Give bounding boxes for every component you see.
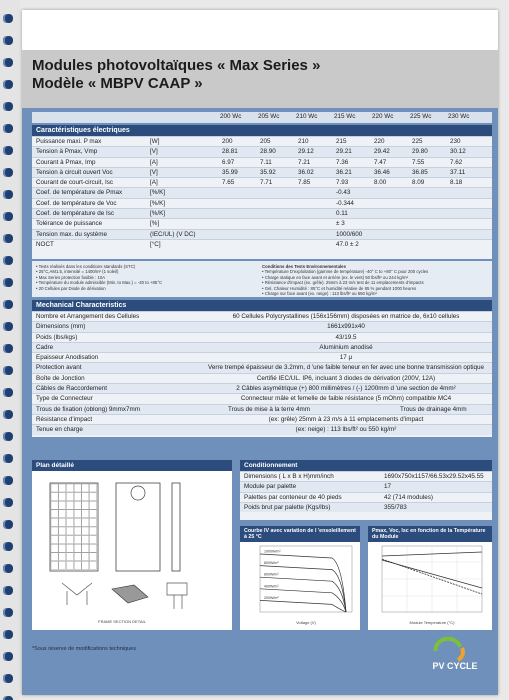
row-value: Trous de mise à la terre 4mm bbox=[228, 405, 311, 413]
row-value: 43/19.5 bbox=[335, 333, 357, 341]
binder-ring bbox=[3, 58, 13, 67]
pv-cell bbox=[59, 553, 66, 561]
pv-cell bbox=[74, 501, 81, 509]
row-value: 205 bbox=[260, 138, 271, 145]
row-value: 230 bbox=[450, 138, 461, 145]
pv-cell bbox=[82, 518, 89, 526]
pv-cell bbox=[51, 484, 58, 492]
row-unit: (IEC/UL) (V DC) bbox=[150, 230, 196, 238]
row-value: 210 bbox=[298, 138, 309, 145]
row-value: (ex: grêle) 25mm à 23 m/s à 11 emplacements d'impact bbox=[268, 415, 424, 423]
electrical-row bbox=[32, 136, 492, 146]
mechanical-title: Mechanical Characteristics bbox=[32, 300, 492, 311]
binder-ring bbox=[3, 124, 13, 133]
notes-left bbox=[36, 264, 246, 291]
row-value: 7.85 bbox=[298, 179, 311, 187]
row-label: Coef. de température de Isc bbox=[36, 210, 115, 218]
note-line: • Charge sur face avant (ex. neige) : 113 lbs/ft² ou 550 kg/m² bbox=[262, 291, 377, 297]
electrical-row bbox=[32, 146, 492, 156]
plan-title: Plan détaillé bbox=[32, 460, 232, 471]
row-value: 17 μ bbox=[339, 354, 353, 362]
row-value: 36.46 bbox=[374, 168, 390, 176]
row-label: Tension à Pmax, Vmp bbox=[36, 148, 98, 156]
junction-box bbox=[131, 486, 145, 500]
row-value: 7.36 bbox=[336, 158, 349, 166]
row-unit: [A] bbox=[150, 179, 158, 187]
row-value: Connecteur mâle et femelle de faible résistance (5 mOhm) compatible MC4 bbox=[240, 395, 452, 403]
row-value: 28.90 bbox=[260, 148, 276, 156]
electrical-common-row bbox=[32, 187, 492, 197]
notes-section bbox=[32, 261, 492, 297]
mechanical-row bbox=[32, 311, 492, 321]
pv-cell bbox=[66, 493, 73, 501]
frame-detail-b bbox=[167, 583, 187, 609]
row-unit: [V] bbox=[150, 168, 158, 176]
pv-cell bbox=[59, 561, 66, 569]
row-value: Aluminium anodisé bbox=[319, 343, 373, 351]
pv-cell bbox=[66, 484, 73, 492]
pv-cell bbox=[90, 518, 97, 526]
iv-curve-label: 200W/m² bbox=[264, 595, 279, 600]
pv-cell bbox=[51, 553, 58, 561]
row-label: Cadre bbox=[36, 343, 54, 351]
binder-ring bbox=[3, 256, 13, 265]
row-label: Câbles de Raccordement bbox=[36, 385, 108, 393]
mechanical-row bbox=[32, 414, 492, 424]
iv-chart bbox=[240, 542, 360, 630]
connector-detail bbox=[112, 585, 148, 603]
binder-ring bbox=[3, 520, 13, 529]
row-label: Coef. de température de Pmax bbox=[36, 189, 123, 197]
row-unit: [°C] bbox=[150, 240, 161, 248]
row-value: 29.42 bbox=[374, 148, 390, 156]
binder-ring bbox=[3, 674, 13, 683]
row-value: 35.92 bbox=[260, 168, 276, 176]
row-value: 7.71 bbox=[260, 179, 273, 187]
power-header-cell: 205 Wc bbox=[258, 113, 280, 120]
binder-ring bbox=[3, 388, 13, 397]
packaging-row bbox=[240, 471, 492, 481]
pv-cell bbox=[59, 493, 66, 501]
row-unit: [%/K] bbox=[150, 199, 166, 207]
row-value: -0.344 bbox=[336, 199, 354, 207]
row-unit: [%/K] bbox=[150, 210, 166, 218]
pv-cell bbox=[90, 553, 97, 561]
mechanical-row bbox=[32, 332, 492, 342]
row-value: 7.11 bbox=[260, 158, 272, 166]
binder-ring bbox=[3, 476, 13, 485]
binder-ring bbox=[3, 630, 13, 639]
row-value: 1000/600 bbox=[336, 230, 363, 238]
binder-ring bbox=[3, 432, 13, 441]
title-band bbox=[22, 50, 498, 108]
pv-cell bbox=[90, 527, 97, 535]
pv-cell bbox=[90, 544, 97, 552]
row-label: Tenue en charge bbox=[36, 426, 83, 434]
row-value: 7.93 bbox=[336, 179, 349, 187]
module-side-view bbox=[172, 483, 180, 571]
row-value: 8.18 bbox=[450, 179, 463, 187]
note-line: • Résistance d'impact (ex. grêle). 25mm à 23 m/s test de 11 emplacements d'impacts bbox=[262, 280, 424, 286]
pv-cell bbox=[59, 536, 66, 544]
row-label: Dimensions (mm) bbox=[36, 323, 86, 331]
plan-panel bbox=[32, 460, 232, 630]
row-value: 37.11 bbox=[450, 168, 466, 176]
pv-cell bbox=[51, 561, 58, 569]
electrical-common-row bbox=[32, 229, 492, 239]
binder-ring bbox=[3, 586, 13, 595]
row-label: Poids brut par palette (Kgs/lbs) bbox=[244, 503, 331, 511]
row-value: 47.0 ± 2 bbox=[336, 240, 359, 248]
row-value: 2 Câbles asymétrique (+) 800 millimètres / (-) 1200mm d 'une section de 4mm² bbox=[236, 385, 456, 393]
temp-chart bbox=[368, 542, 492, 630]
binder-edge bbox=[0, 0, 20, 700]
pv-cell bbox=[59, 510, 66, 518]
pv-cell bbox=[51, 510, 58, 518]
row-value: 36.21 bbox=[336, 168, 352, 176]
pv-cell bbox=[82, 544, 89, 552]
binder-ring bbox=[3, 344, 13, 353]
binder-ring bbox=[3, 190, 13, 199]
row-value: 355/783 bbox=[384, 503, 407, 511]
electrical-row bbox=[32, 167, 492, 177]
datasheet-page bbox=[22, 10, 498, 695]
note-line: • Charge statique en face avant et arrière (ex. le vent) 50 lbs/ft² ou 244 kg/m² bbox=[262, 274, 409, 280]
row-label: Résistance d'impact bbox=[36, 415, 93, 423]
binder-ring bbox=[3, 498, 13, 507]
pv-cell bbox=[82, 553, 89, 561]
row-value: 8.09 bbox=[412, 179, 425, 187]
packaging-panel bbox=[240, 460, 492, 520]
pv-cell bbox=[90, 510, 97, 518]
row-value: 17 bbox=[384, 483, 392, 491]
binder-ring bbox=[3, 234, 13, 243]
mechanical-row bbox=[32, 352, 492, 362]
pv-cell bbox=[59, 484, 66, 492]
note-line: • Tests réalisés dans les conditions standards (STC) bbox=[36, 264, 136, 269]
pv-cell bbox=[66, 527, 73, 535]
row-value: 42 (714 modules) bbox=[384, 493, 434, 501]
note-line: • Max Series protection fusible : 10A bbox=[36, 274, 106, 280]
row-value: Certifié IEC/UL. IP6, incluant 3 diodes de dérivation (200V, 12A) bbox=[256, 374, 436, 382]
binder-ring bbox=[3, 278, 13, 287]
electrical-common-row bbox=[32, 218, 492, 228]
pv-cell bbox=[82, 561, 89, 569]
row-label: Tolérance de puissance bbox=[36, 220, 103, 228]
row-unit: [V] bbox=[150, 148, 158, 156]
row-unit: [%/K] bbox=[150, 189, 166, 197]
pv-cell bbox=[59, 544, 66, 552]
note-line: • Gel, Chaleur Humidité : 85°C et humidité relative de 85 % pendant 1000 heures bbox=[262, 285, 417, 291]
row-value: 29.12 bbox=[298, 148, 314, 156]
pv-cell bbox=[90, 501, 97, 509]
binder-ring bbox=[3, 14, 13, 23]
power-header-cell: 220 Wc bbox=[372, 113, 394, 120]
pv-cell bbox=[66, 510, 73, 518]
pv-cell bbox=[74, 553, 81, 561]
row-value: 1690x750x1157/66.53x29.52x45.55 bbox=[384, 473, 484, 480]
temp-xlabel: Module Temperature (°C) bbox=[409, 620, 455, 625]
module-back-view bbox=[116, 483, 160, 571]
pv-cell bbox=[74, 544, 81, 552]
pv-cell bbox=[74, 518, 81, 526]
binder-ring bbox=[3, 36, 13, 45]
pv-cell bbox=[51, 493, 58, 501]
electrical-section bbox=[32, 125, 492, 259]
power-header-cell: 200 Wc bbox=[220, 113, 242, 120]
power-header-cell: 215 Wc bbox=[334, 113, 356, 120]
row-label: Puissance maxi. P max bbox=[36, 138, 102, 145]
row-label: Poids (lbs/kgs) bbox=[36, 333, 78, 341]
row-value: 7.62 bbox=[450, 158, 463, 166]
mechanical-row bbox=[32, 393, 492, 403]
model-title: Modèle « MBPV CAAP » bbox=[32, 75, 203, 92]
row-value: 1661x991x40 bbox=[327, 323, 365, 331]
row-value: 6.97 bbox=[222, 158, 235, 166]
packaging-title: Conditionnement bbox=[240, 460, 492, 471]
pv-cell bbox=[51, 527, 58, 535]
row-value: 7.47 bbox=[374, 158, 387, 166]
binder-ring bbox=[3, 146, 13, 155]
iv-curve-label: 1000W/m² bbox=[264, 549, 281, 554]
row-value: 8.00 bbox=[374, 179, 387, 187]
row-label: Type de Connecteur bbox=[36, 395, 93, 403]
binder-ring bbox=[3, 102, 13, 111]
logo-arc-green bbox=[436, 639, 460, 651]
row-label: Tension à circuit ouvert Voc bbox=[36, 168, 113, 176]
mechanical-row bbox=[32, 342, 492, 352]
row-label: Palettes par conteneur de 40 pieds bbox=[244, 493, 342, 501]
pv-cell bbox=[82, 527, 89, 535]
electrical-common-row bbox=[32, 198, 492, 208]
row-value: 7.65 bbox=[222, 179, 235, 187]
mechanical-row bbox=[32, 383, 492, 393]
iv-curve-panel bbox=[240, 526, 360, 630]
row-label: Trous de fixation (oblong) 9mmx7mm bbox=[36, 405, 141, 413]
row-label: NOCT bbox=[36, 240, 54, 248]
iv-xlabel: Voltage (V) bbox=[296, 620, 316, 625]
pv-cell bbox=[82, 510, 89, 518]
row-label: Dimensions ( L x B x H)mm/inch bbox=[244, 473, 334, 480]
packaging-row bbox=[240, 492, 492, 502]
electrical-row bbox=[32, 157, 492, 167]
row-value: 7.55 bbox=[412, 158, 425, 166]
pv-cell bbox=[82, 536, 89, 544]
mechanical-row bbox=[32, 404, 492, 414]
packaging-row bbox=[240, 502, 492, 512]
iv-curve-label: 400W/m² bbox=[264, 584, 279, 589]
row-value: 7.21 bbox=[298, 158, 311, 166]
power-header-cell: 210 Wc bbox=[296, 113, 318, 120]
content-area bbox=[22, 108, 498, 695]
binder-ring bbox=[3, 454, 13, 463]
mechanical-row bbox=[32, 424, 492, 434]
power-header-cell: 225 Wc bbox=[410, 113, 432, 120]
row-value: 29.80 bbox=[412, 148, 428, 156]
row-label: Protection avant bbox=[36, 364, 82, 372]
iv-title: Courbe IV avec variation de l 'ensoleillement à 25 °C bbox=[240, 526, 360, 542]
temperature-panel bbox=[368, 526, 492, 630]
page-title: Modules photovoltaïques « Max Series » bbox=[32, 57, 321, 74]
binder-ring bbox=[3, 542, 13, 551]
row-label: Nombre et Arrangement des Cellules bbox=[36, 313, 140, 320]
row-value: 29.21 bbox=[336, 148, 352, 156]
row-value: 215 bbox=[336, 138, 347, 145]
row-value: 60 Cellules Polycrystallines (156x156mm) disposées en matrice de, 6x10 cellules bbox=[232, 313, 460, 320]
row-value-extra: Trous de drainage 4mm bbox=[400, 405, 467, 413]
power-header-cell: 230 Wc bbox=[448, 113, 470, 120]
iv-curve-label: 600W/m² bbox=[264, 572, 279, 577]
row-label: Boîte de Jonction bbox=[36, 374, 85, 382]
logo-arc-orange bbox=[458, 648, 463, 660]
electrical-common-row bbox=[32, 208, 492, 218]
row-value: 0.11 bbox=[336, 210, 348, 218]
pv-cell bbox=[82, 501, 89, 509]
note-line: • Température du module admissible (Min. to Max.) = -40 to +85°C bbox=[36, 280, 163, 286]
pv-cell bbox=[51, 518, 58, 526]
row-value: 36.02 bbox=[298, 168, 314, 176]
pv-cell bbox=[66, 501, 73, 509]
binder-ring bbox=[3, 366, 13, 375]
note-line: • Température D'exploitation (gamme de température) -40° C to +80° C pour 200 cycles bbox=[262, 269, 429, 275]
row-label: Module par palette bbox=[244, 483, 297, 491]
iv-plot-area bbox=[260, 546, 352, 612]
pv-cell bbox=[74, 561, 81, 569]
pv-cycle-logo bbox=[422, 633, 488, 673]
row-value: 35.99 bbox=[222, 168, 238, 176]
row-label: Courant de court-circuit, Isc bbox=[36, 179, 113, 187]
row-value: 220 bbox=[374, 138, 385, 145]
row-unit: [W] bbox=[150, 138, 160, 145]
mechanical-row bbox=[32, 373, 492, 383]
row-value: 200 bbox=[222, 138, 233, 145]
note-line: • 20 Cellules par Diode de dérivation bbox=[36, 285, 106, 291]
binder-ring bbox=[3, 410, 13, 419]
pv-cell bbox=[74, 484, 81, 492]
pv-cell bbox=[74, 510, 81, 518]
mechanical-section bbox=[32, 300, 492, 437]
pv-cell bbox=[74, 493, 81, 501]
pv-cell bbox=[90, 484, 97, 492]
binder-ring bbox=[3, 168, 13, 177]
row-label: Coef. de température de Voc bbox=[36, 199, 117, 207]
pv-cell bbox=[51, 544, 58, 552]
pv-cell bbox=[59, 527, 66, 535]
pv-cell bbox=[74, 527, 81, 535]
binder-ring bbox=[3, 652, 13, 661]
temp-title: Pmax, Voc, Isc en fonction de la Température du Module bbox=[368, 526, 492, 542]
notes-right bbox=[262, 264, 488, 296]
packaging-row bbox=[240, 481, 492, 491]
row-value: 28.81 bbox=[222, 148, 238, 156]
pv-cell bbox=[59, 501, 66, 509]
pv-cell bbox=[66, 518, 73, 526]
power-header-row bbox=[32, 112, 492, 123]
pv-cell bbox=[59, 518, 66, 526]
pv-cell bbox=[90, 536, 97, 544]
binder-ring bbox=[3, 300, 13, 309]
cell-grid bbox=[51, 484, 97, 569]
pv-cell bbox=[74, 536, 81, 544]
row-label: Epaisseur Anodisation bbox=[36, 354, 99, 362]
row-value: Verre trempé épaisseur de 3.2mm, d 'une faible teneur en fer avec une bonne transmission optique bbox=[208, 364, 484, 372]
pv-cell bbox=[66, 553, 73, 561]
row-label: Tension max. du système bbox=[36, 230, 108, 238]
row-value: 30.12 bbox=[450, 148, 466, 156]
logo-text: PV CYCLE bbox=[432, 661, 478, 671]
row-value: 36.85 bbox=[412, 168, 428, 176]
pv-cell bbox=[51, 501, 58, 509]
plan-drawing bbox=[32, 471, 232, 630]
pv-cell bbox=[82, 493, 89, 501]
row-value: -0.43 bbox=[336, 189, 351, 197]
binder-ring bbox=[3, 564, 13, 573]
pv-cell bbox=[66, 536, 73, 544]
pv-cell bbox=[82, 484, 89, 492]
binder-ring bbox=[3, 212, 13, 221]
pv-cell bbox=[66, 544, 73, 552]
row-unit: [A] bbox=[150, 158, 158, 166]
iv-curve-label: 800W/m² bbox=[264, 561, 279, 566]
row-value: 225 bbox=[412, 138, 423, 145]
pv-cell bbox=[51, 536, 58, 544]
row-value: ± 3 bbox=[336, 220, 345, 228]
footer-note: *Sous réserve de modifications techniques bbox=[32, 646, 136, 652]
electrical-row bbox=[32, 177, 492, 187]
frame-detail-a bbox=[62, 583, 92, 605]
binder-ring bbox=[3, 608, 13, 617]
binder-ring bbox=[3, 696, 13, 700]
electrical-title: Caractéristiques électriques bbox=[32, 125, 492, 136]
mechanical-row bbox=[32, 321, 492, 331]
binder-ring bbox=[3, 80, 13, 89]
notes-right-title: Conditions des Tests Environnementales bbox=[262, 264, 346, 269]
pv-cell bbox=[90, 561, 97, 569]
note-line: • 25°C,AM1.5, intensité = 1400/m² (1 soleil) bbox=[36, 269, 119, 275]
binder-ring bbox=[3, 322, 13, 331]
pv-cell bbox=[90, 493, 97, 501]
plan-caption: FRAME SECTION DETAIL bbox=[98, 619, 146, 624]
pv-cell bbox=[66, 561, 73, 569]
row-value: (ex: neige) : 113 lbs/ft² ou 550 kg/m² bbox=[295, 426, 397, 434]
row-label: Courant à Pmax, Imp bbox=[36, 158, 96, 166]
row-unit: [%] bbox=[150, 220, 160, 228]
electrical-common-row bbox=[32, 239, 492, 249]
mechanical-row bbox=[32, 362, 492, 372]
